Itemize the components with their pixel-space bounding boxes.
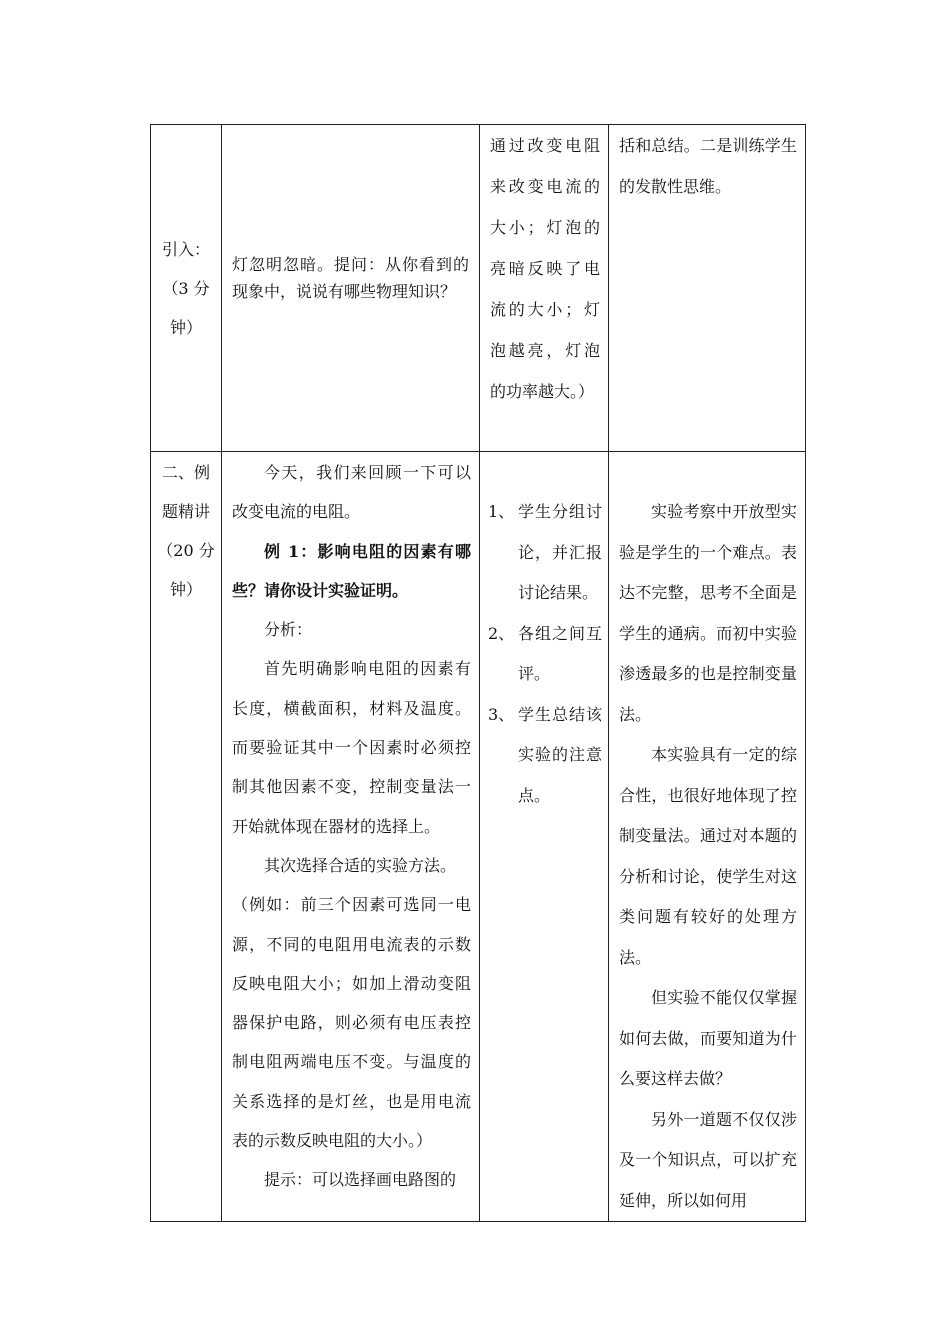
- section-label-line: 钟）: [169, 580, 202, 599]
- list-item-number: 1、: [488, 502, 515, 521]
- lesson-plan-table: [150, 124, 806, 1222]
- student-activity-cell-intro: [480, 125, 609, 452]
- list-item-number: 2、: [488, 623, 515, 643]
- section-label-line: 引入：: [161, 239, 210, 259]
- example-question: 例 1：影响电阻的因素有哪些？请你设计实验证明。: [232, 541, 471, 600]
- section-label-line: 题精讲: [161, 502, 210, 521]
- list-item: [488, 695, 602, 817]
- design-intent-cell-intro: [609, 125, 806, 452]
- teacher-activity-text: 灯忽明忽暗。提问：从你看到的现象中，说说有哪些物理知识？: [232, 255, 469, 301]
- design-intent-paragraph: 实验考察中开放型实验是学生的一个难点。表达不完整，思考不全面是学生的通病。而初中实验渗透最多的也是控制变量法。: [619, 502, 797, 724]
- section-label-line: 钟）: [169, 317, 202, 337]
- design-intent-paragraph: 但实验不能仅仅掌握如何去做，而要知道为什么要这样去做？: [619, 988, 797, 1088]
- list-item-number: 3、: [488, 704, 515, 724]
- list-item: [488, 614, 602, 695]
- section-cell-intro: [151, 125, 222, 452]
- teacher-paragraph: 今天，我们来回顾一下可以改变电流的电阻。: [232, 463, 471, 522]
- design-intent-text: 括和总结。二是训练学生的发散性思维。: [619, 136, 797, 196]
- list-item-text: 各组之间互评。: [518, 623, 602, 683]
- list-item-text: 学生分组讨论，并汇报讨论结果。: [518, 502, 602, 602]
- teacher-paragraph: 其次选择合适的实验方法。: [264, 855, 457, 875]
- design-intent-paragraph: 本实验具有一定的综合性，也很好地体现了控制变量法。通过对本题的分析和讨论，使学生对这类问题有较好的处理方法。: [619, 745, 797, 967]
- section-label-line: （20 分: [157, 541, 215, 560]
- teacher-activity-cell-intro: [222, 125, 480, 452]
- table-row-intro: [151, 125, 806, 452]
- teacher-paragraph: 首先明确影响电阻的因素有长度，横截面积，材料及温度。而要验证其中一个因素时必须控制其他因素不变，控制变量法一开始就体现在器材的选择上。: [232, 659, 471, 836]
- teacher-paragraph: （例如：前三个因素可选同一电源，不同的电阻用电流表的示数反映电阻大小；如加上滑动变阻器保护电路，则必须有电压表控制电阻两端电压不变。与温度的关系选择的是灯丝，也是用电流表的示数反映电阻的大小。）: [232, 895, 471, 1151]
- table-row-example: [151, 452, 806, 1222]
- teacher-paragraph: 提示：可以选择画电路图的: [264, 1170, 457, 1190]
- teacher-paragraph: 分析：: [264, 620, 313, 640]
- list-item-text: 学生总结该实验的注意点。: [518, 704, 602, 805]
- section-label-line: 二、例: [161, 463, 210, 482]
- design-intent-cell-example: [609, 452, 806, 1222]
- teacher-activity-cell-example: [222, 452, 480, 1222]
- section-cell-example: [151, 452, 222, 1222]
- design-intent-paragraph: 另外一道题不仅仅涉及一个知识点，可以扩充延伸，所以如何用: [619, 1109, 797, 1210]
- list-item: [488, 492, 602, 614]
- student-activity-cell-example: [480, 452, 609, 1222]
- student-activity-text: 通过改变电阻来改变电流的大小；灯泡的亮暗反映了电流的大小；灯泡越亮，灯泡的功率越大。）: [490, 136, 600, 401]
- section-label-line: （3 分: [162, 278, 210, 298]
